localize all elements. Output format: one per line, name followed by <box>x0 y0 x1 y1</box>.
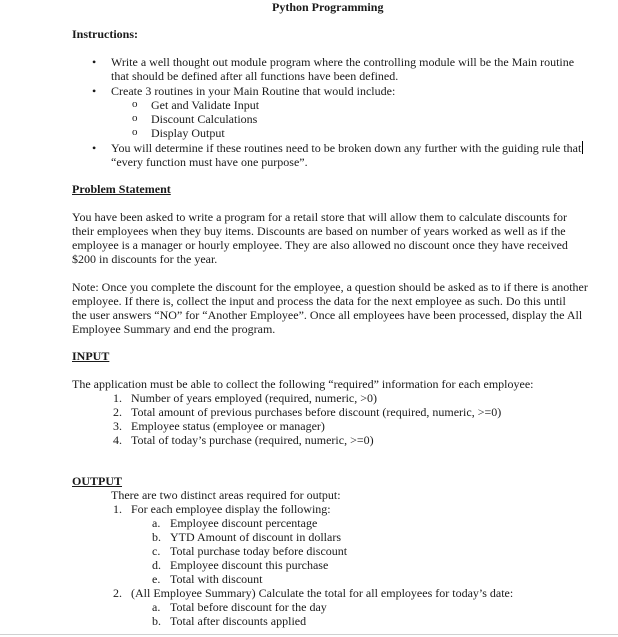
sub-bullet-glyph: o <box>132 126 138 138</box>
input-item-text: Number of years employed (required, numeric, >0) <box>131 391 378 405</box>
output-sub-text: Employee discount this purchase <box>170 558 329 572</box>
input-item-number: 4. <box>113 433 122 447</box>
output-sub-letter: a. <box>152 516 161 530</box>
output-sub-text: YTD Amount of discount in dollars <box>170 530 341 544</box>
bullet-1-line-1: Write a well thought out module program where the controlling module will be the Main routine <box>111 55 575 69</box>
problem-heading: Problem Statement <box>72 182 171 196</box>
output-heading: OUTPUT <box>72 474 123 488</box>
page-title: Python Programming <box>272 0 384 14</box>
output-sub-letter: d. <box>152 558 161 572</box>
bullet-1-line-2: that should be defined after all functions have been defined. <box>111 69 399 83</box>
problem-para-1-line: $200 in discounts for the year. <box>72 252 218 266</box>
routine-item: Discount Calculations <box>151 112 258 126</box>
bullet-glyph: • <box>92 55 97 69</box>
input-item-number: 2. <box>113 405 122 419</box>
output-sub-text: Total purchase today before discount <box>170 544 348 558</box>
output-sub-letter: a. <box>152 600 161 614</box>
output-item-text: For each employee display the following: <box>131 502 331 516</box>
problem-para-1-line: You have been asked to write a program for a retail store that will allow them to calculate discounts for <box>72 210 567 224</box>
instructions-heading: Instructions: <box>72 27 139 41</box>
routine-item: Get and Validate Input <box>151 98 260 112</box>
sub-bullet-glyph: o <box>132 98 138 110</box>
output-item-number: 1. <box>113 502 122 516</box>
output-item-text: (All Employee Summary) Calculate the total for all employees for today’s date: <box>131 586 514 600</box>
input-item-text: Total amount of previous purchases before discount (required, numeric, >=0) <box>131 405 502 419</box>
output-sub-letter: b. <box>152 614 161 628</box>
problem-para-2-line: the user answers “NO” for “Another Employee”. Once all employees have been processed, display the All <box>72 308 583 322</box>
input-item-text: Total of today’s purchase (required, numeric, >=0) <box>131 433 374 447</box>
input-heading: INPUT <box>72 349 110 363</box>
bullet-2: Create 3 routines in your Main Routine that would include: <box>111 84 396 98</box>
input-item-number: 1. <box>113 391 122 405</box>
bullet-3-line-1: You will determine if these routines need to be broken down any further with the guiding rule that <box>111 141 582 155</box>
output-sub-text: Total after discounts applied <box>170 614 307 628</box>
input-item-text: Employee status (employee or manager) <box>131 419 325 433</box>
output-item-number: 2. <box>113 586 122 600</box>
problem-para-2-line: Note: Once you complete the discount for the employee, a question should be asked as to if there is another <box>72 280 588 294</box>
sub-bullet-glyph: o <box>132 112 138 124</box>
output-intro: There are two distinct areas required for output: <box>111 488 341 502</box>
output-sub-letter: e. <box>152 572 161 586</box>
problem-para-2-line: Employee Summary and end the program. <box>72 322 276 336</box>
bullet-3-line-2: “every function must have one purpose”. <box>111 155 308 169</box>
bullet-glyph: • <box>92 141 97 155</box>
problem-para-1-line: employee is a manager or hourly employee. They are also allowed no discount once they have received <box>72 238 568 252</box>
problem-para-1-line: their employees when they buy items. Discounts are based on number of years worked as well as if the <box>72 224 566 238</box>
text-cursor <box>582 141 583 154</box>
bullet-glyph: • <box>92 84 97 98</box>
routine-item: Display Output <box>151 126 225 140</box>
output-sub-text: Total before discount for the day <box>170 600 327 614</box>
page-bottom-divider <box>0 634 618 635</box>
output-sub-text: Employee discount percentage <box>170 516 318 530</box>
input-intro: The application must be able to collect the following “required” information for each employee: <box>72 377 534 391</box>
output-sub-letter: c. <box>152 544 161 558</box>
input-item-number: 3. <box>113 419 122 433</box>
output-sub-text: Total with discount <box>170 572 263 586</box>
problem-para-2-line: employee. If there is, collect the input and process the data for the next employee as such. Do this until <box>72 294 566 308</box>
output-sub-letter: b. <box>152 530 161 544</box>
